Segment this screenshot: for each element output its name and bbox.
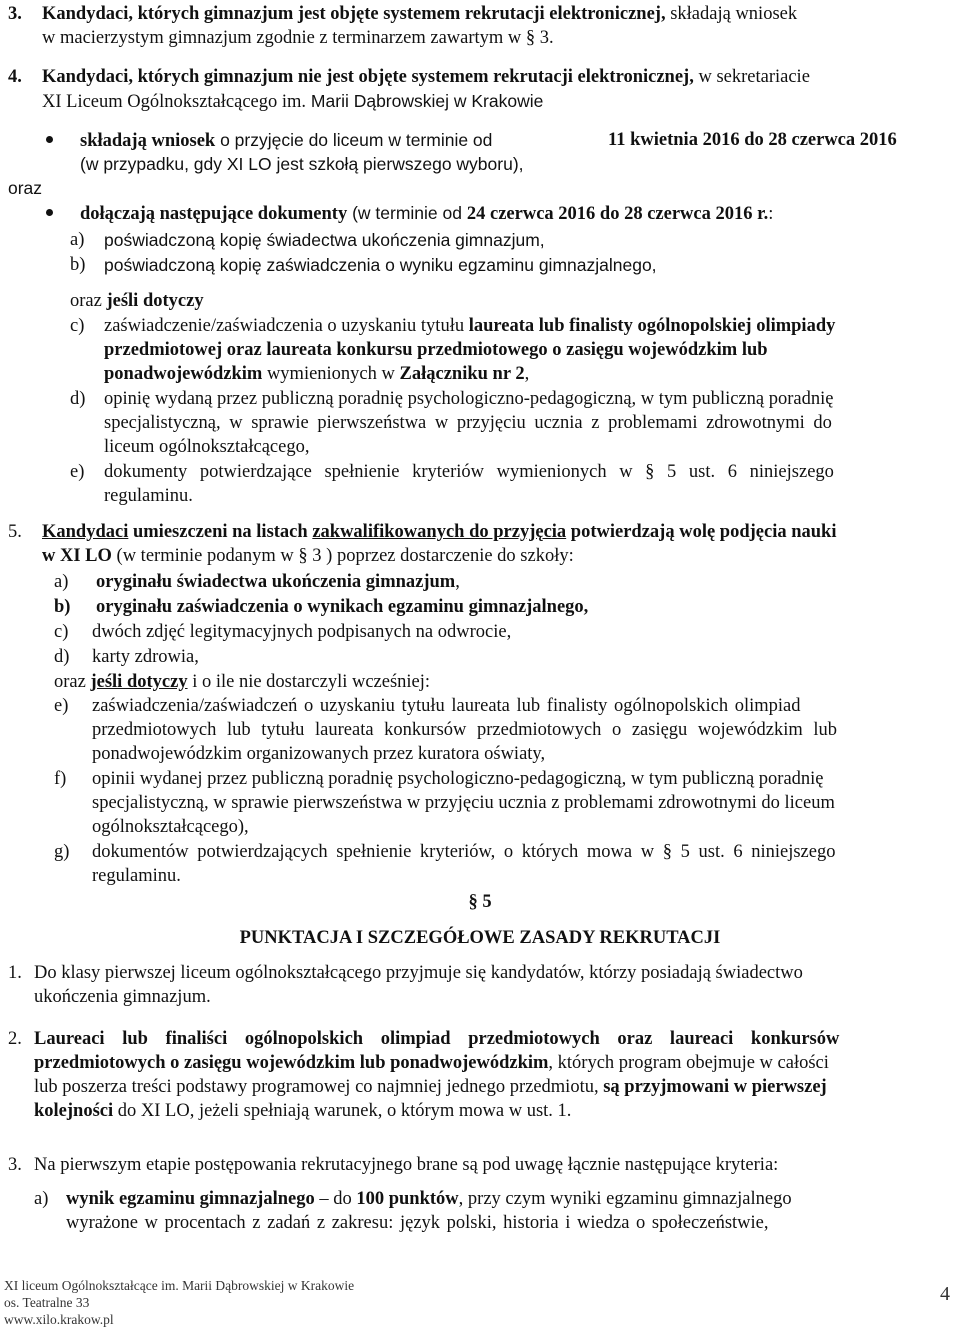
- list-label: b): [54, 597, 71, 617]
- list-label: b): [70, 255, 86, 275]
- rule-line: kolejności do XI LO, jeżeli spełniają warunek, o którym mowa w ust. 1.: [34, 1101, 572, 1121]
- list-item-line: wyrażone w procentach z zadań z zakresu: język polski, historia i wiedza o społeczeństwie,: [66, 1213, 769, 1233]
- list-label: a): [70, 230, 85, 250]
- rule-number: 2.: [8, 1029, 22, 1049]
- rule-line: ukończenia gimnazjum.: [34, 987, 211, 1007]
- list-item-line: regulaminu.: [104, 486, 193, 506]
- list-item: poświadczoną kopię świadectwa ukończenia gimnazjum,: [104, 230, 545, 250]
- paragraph-line: w XI LO (w terminie podanym w § 3 ) poprzez dostarczenie do szkoły:: [42, 546, 574, 566]
- bullet-line: składają wniosek o przyjęcie do liceum w terminie od: [80, 130, 493, 151]
- list-item-line: przedmiotowej oraz laureata konkursu przedmiotowego o zasięgu wojewódzkim lub: [104, 340, 768, 360]
- list-item-line: ponadwojewódzkim wymienionych w Załączniku nr 2,: [104, 364, 530, 384]
- page-number: 4: [940, 1283, 950, 1305]
- footer-website: www.xilo.krakow.pl: [4, 1312, 114, 1327]
- list-item-line: przedmiotowych lub tytułu laureata konkursów przedmiotowych o zasięgu wojewódzkim lub: [92, 720, 838, 740]
- rule-line: przedmiotowych o zasięgu wojewódzkim lub ponadwojewódzkim, których program obejmuje w całości: [34, 1053, 829, 1073]
- rule-line: Do klasy pierwszej liceum ogólnokształcącego przyjmuje się kandydatów, którzy posiadają świadectwo: [34, 963, 803, 983]
- paragraph-line: Kandydaci, których gimnazjum jest objęte systemem rekrutacji elektronicznej, składają wniosek: [42, 4, 798, 24]
- rule-number: 1.: [8, 963, 22, 983]
- list-item-line: ogólnokształcącego),: [92, 817, 249, 837]
- bullet-icon: [46, 136, 53, 143]
- paragraph-line: Kandydaci, których gimnazjum nie jest objęte systemem rekrutacji elektronicznej, w sekretariacie: [42, 67, 810, 87]
- list-label: e): [70, 462, 85, 482]
- list-label: a): [34, 1189, 49, 1209]
- list-item: wynik egzaminu gimnazjalnego – do 100 punktów, przy czym wyniki egzaminu gimnazjalnego: [66, 1189, 792, 1209]
- connector-line: oraz jeśli dotyczy i o ile nie dostarczyli wcześniej:: [54, 672, 431, 692]
- list-item: opinii wydanej przez publiczną poradnię psychologiczno-pedagogiczną, w tym publiczną poradnię: [92, 769, 824, 789]
- list-item: oryginału zaświadczenia o wynikach egzaminu gimnazjalnego,: [96, 597, 589, 617]
- date-range: 11 kwietnia 2016 do 28 czerwca 2016: [608, 130, 897, 150]
- item-number: 4.: [8, 67, 22, 87]
- list-item: poświadczoną kopię zaświadczenia o wyniku egzaminu gimnazjalnego,: [104, 255, 657, 275]
- footer-school-name: XI liceum Ogólnokształcące im. Marii Dąbrowskiej w Krakowie: [4, 1278, 355, 1293]
- rule-line: Laureaci lub finaliści ogólnopolskich olimpiad przedmiotowych oraz laureaci konkursów: [34, 1029, 840, 1049]
- section-symbol: § 5: [468, 892, 492, 912]
- list-item: zaświadczenie/zaświadczenia o uzyskaniu tytułu laureata lub finalisty ogólnopolskiej olimpiady: [104, 316, 836, 336]
- list-label: d): [54, 647, 70, 667]
- list-item: dokumentów potwierdzających spełnienie kryteriów, o których mowa w § 5 ust. 6 niniejszego: [92, 842, 836, 862]
- connector-word: oraz: [8, 178, 43, 198]
- bullet-icon: [46, 209, 53, 216]
- rule-number: 3.: [8, 1155, 22, 1175]
- list-label: e): [54, 696, 69, 716]
- item-number: 5.: [8, 522, 22, 542]
- section-title: PUNKTACJA I SZCZEGÓŁOWE ZASADY REKRUTACJI: [239, 928, 721, 948]
- list-item: dwóch zdjęć legitymacyjnych podpisanych na odwrocie,: [92, 622, 512, 642]
- list-label: a): [54, 572, 69, 592]
- connector-line: oraz jeśli dotyczy: [70, 291, 204, 311]
- list-label: d): [70, 389, 86, 409]
- paragraph-line: XI Liceum Ogólnokształcącego im. Marii Dąbrowskiej w Krakowie: [42, 91, 544, 112]
- list-item-line: ponadwojewódzkim organizowanych przez kuratora oświaty,: [92, 744, 546, 764]
- list-item: oryginału świadectwa ukończenia gimnazjum,: [96, 572, 460, 592]
- bullet-line: dołączają następujące dokumenty (w terminie od 24 czerwca 2016 do 28 czerwca 2016 r.:: [80, 203, 774, 224]
- list-item-line: specjalistyczną, w sprawie pierwszeństwa w przyjęciu ucznia z problemami zdrowotnymi do liceum: [92, 793, 835, 813]
- footer-address: os. Teatralne 33: [4, 1295, 90, 1310]
- list-label: f): [54, 769, 67, 789]
- paragraph-line: Kandydaci umieszczeni na listach zakwalifikowanych do przyjęcia potwierdzają wolę podjęcia nauki: [42, 522, 837, 542]
- list-label: g): [54, 842, 70, 862]
- rule-line: lub poszerza treści podstawy programowej co najmniej jednego przedmiotu, są przyjmowani w pierwszej: [34, 1077, 827, 1097]
- list-label: c): [70, 316, 85, 336]
- list-item: karty zdrowia,: [92, 647, 199, 667]
- rule-line: Na pierwszym etapie postępowania rekrutacyjnego brane są pod uwagę łącznie następujące kryteria:: [34, 1155, 779, 1175]
- paragraph-line: w macierzystym gimnazjum zgodnie z terminarzem zawartym w § 3.: [42, 28, 554, 48]
- list-item: opinię wydaną przez publiczną poradnię psychologiczno-pedagogiczną, w tym publiczną poradnię: [104, 389, 834, 409]
- list-item-line: liceum ogólnokształcącego,: [104, 437, 310, 457]
- item-number: 3.: [8, 4, 22, 24]
- list-item-line: specjalistyczną, w sprawie pierwszeństwa w przyjęciu ucznia z problemami zdrowotnymi do: [104, 413, 832, 433]
- bullet-line: (w przypadku, gdy XI LO jest szkołą pierwszego wyboru),: [80, 154, 524, 174]
- list-item-line: regulaminu.: [92, 866, 181, 886]
- list-label: c): [54, 622, 69, 642]
- list-item: zaświadczenia/zaświadczeń o uzyskaniu tytułu laureata lub finalisty ogólnopolskich olimpiad: [92, 696, 801, 716]
- list-item: dokumenty potwierdzające spełnienie kryteriów wymienionych w § 5 ust. 6 niniejszego: [104, 462, 834, 482]
